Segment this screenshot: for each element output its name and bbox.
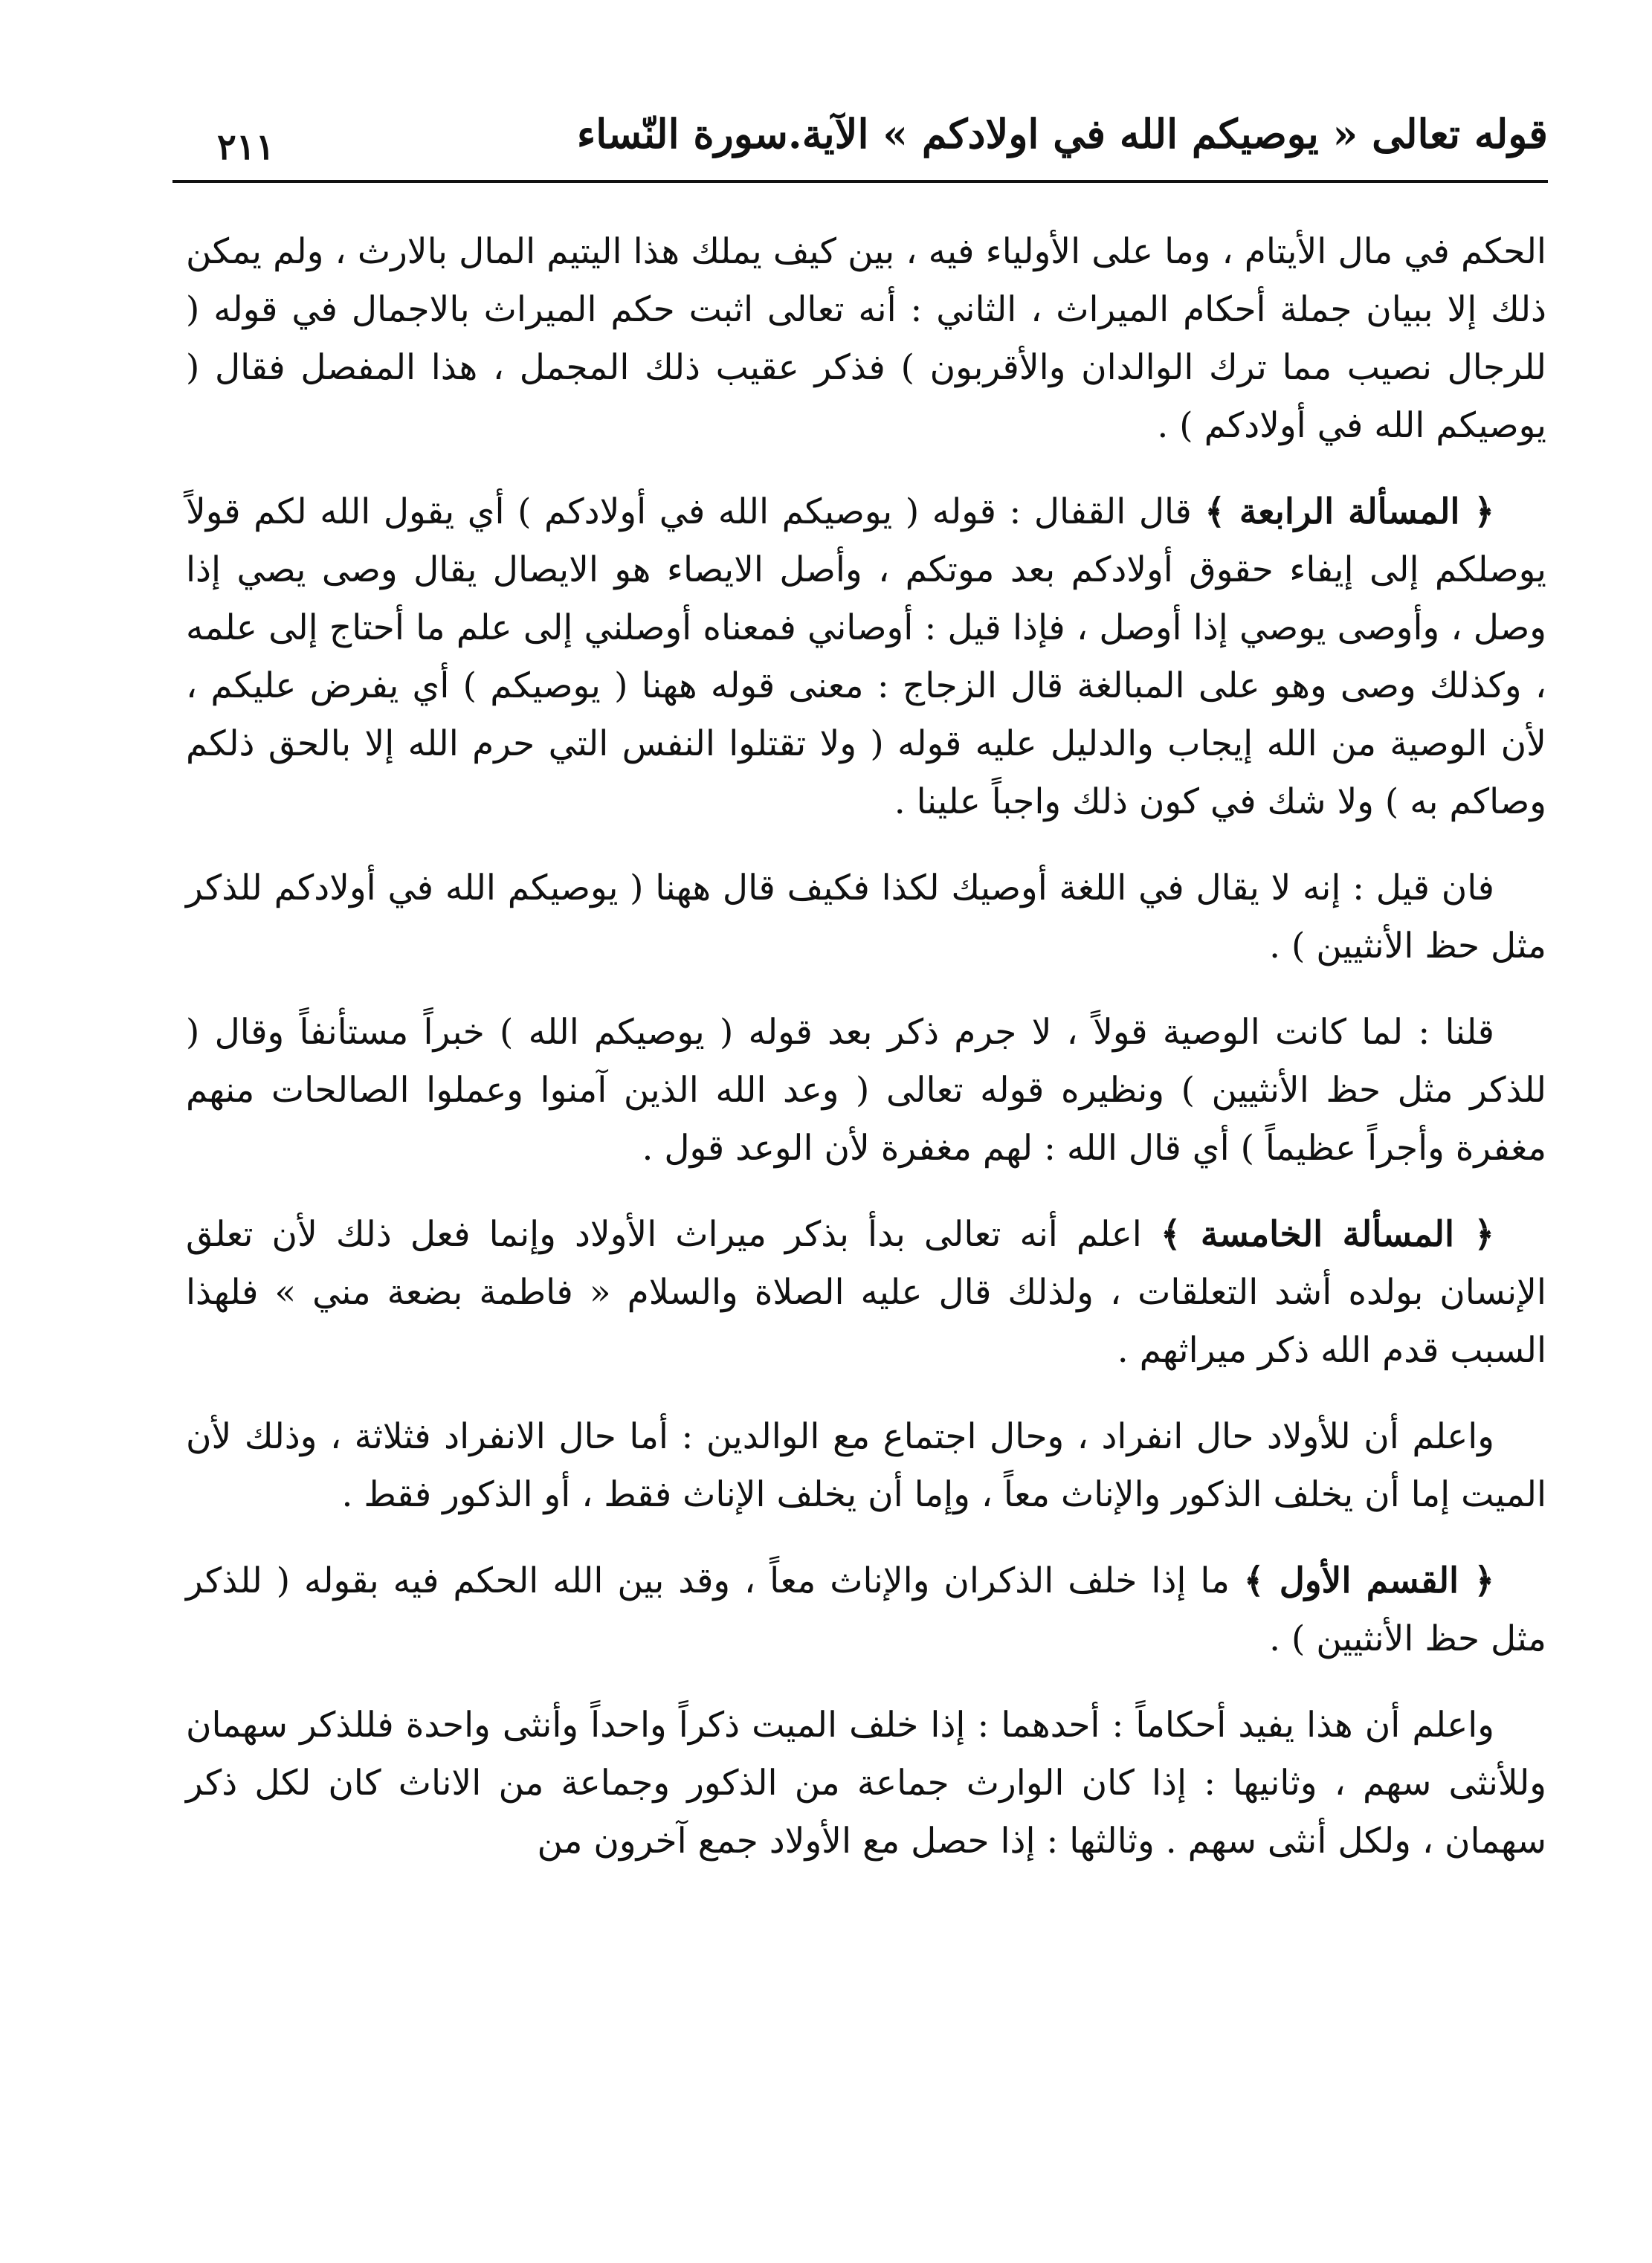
paragraph [186, 1004, 1546, 1178]
paragraph-text: قلنا : لما كانت الوصية قولاً ، لا جرم ذكر بعد قوله ( يوصيكم الله ) خبراً مستأنفاً وقال ( للذكر مثل حظ الأنثيين ) ونظيره قوله تعالى ( وعد الله الذين آمنوا وعملوا الصالحات منهم مغفرة وأجراً عظيماً ) أي قال الله : لهم مغفرة لأن الوعد قول . [186, 1012, 1546, 1169]
header-rule [172, 180, 1548, 183]
running-header [172, 104, 1548, 178]
page-number: ٢١١ [217, 126, 275, 168]
paragraph [186, 1206, 1546, 1380]
header-title: قوله تعالى « يوصيكم الله في اولادكم » الآية.سورة النّساء [576, 110, 1548, 158]
paragraph [186, 859, 1546, 975]
paragraph-text: اعلم أنه تعالى بدأ بذكر ميراث الأولاد وإنما فعل ذلك لأن تعلق الإنسان بولده أشد التعلقات ، ولذلك قال عليه الصلاة والسلام « فاطمة بضعة مني » فلهذا السبب قدم الله ذكر ميراثهم . [186, 1214, 1546, 1371]
paragraph-text: واعلم أن للأولاد حال انفراد ، وحال اجتماع مع الوالدين : أما حال الانفراد فثلاثة ، وذلك لأن الميت إما أن يخلف الذكور والإناث معاً ، وإما أن يخلف الإناث فقط ، أو الذكور فقط . [186, 1416, 1546, 1515]
paragraph [186, 1552, 1546, 1668]
paragraph [186, 1697, 1546, 1870]
section-heading: ﴿ المسألة الخامسة ﴾ [1160, 1214, 1495, 1255]
section-heading: ﴿ القسم الأول ﴾ [1243, 1560, 1494, 1601]
paragraph [186, 483, 1546, 831]
paragraph-text: فان قيل : إنه لا يقال في اللغة أوصيك لكذا فكيف قال ههنا ( يوصيكم الله في أولادكم للذكر مثل حظ الأنثيين ) . [186, 868, 1546, 966]
paragraph-text: ما إذا خلف الذكران والإناث معاً ، وقد بين الله الحكم فيه بقوله ( للذكر مثل حظ الأنثيين ) . [186, 1560, 1546, 1659]
paragraph-text: الحكم في مال الأيتام ، وما على الأولياء فيه ، بين كيف يملك هذا اليتيم المال بالارث ، ولم يمكن ذلك إلا ببيان جملة أحكام الميراث ، الثاني : أنه تعالى اثبت حكم الميراث بالاجمال في قوله ( للرجال نصيب مما ترك الوالدان والأقربون ) فذكر عقيب ذلك المجمل ، هذا المفصل فقال ( يوصيكم الله في أولادكم ) . [186, 231, 1546, 446]
paragraph-text: قال القفال : قوله ( يوصيكم الله في أولادكم ) أي يقول الله لكم قولاً يوصلكم إلى إيفاء حقوق أولادكم بعد موتكم ، وأصل الايصاء هو الايصال يقال وصى يصي إذا وصل ، وأوصى يوصي إذا أوصل ، فإذا قيل : أوصاني فمعناه أوصلني إلى علم ما أحتاج إلى علمه ، وكذلك وصى وهو على المبالغة قال الزجاج : معنى قوله ههنا ( يوصيكم ) أي يفرض عليكم ، لأن الوصية من الله إيجاب والدليل عليه قوله ( ولا تقتلوا النفس التي حرم الله إلا بالحق ذلكم وصاكم به ) ولا شك في كون ذلك واجباً علينا . [186, 491, 1546, 822]
body-text [186, 223, 1546, 1899]
paragraph [186, 1408, 1546, 1524]
section-heading: ﴿ المسألة الرابعة ﴾ [1204, 491, 1494, 532]
paragraph [186, 223, 1546, 455]
paragraph-text: واعلم أن هذا يفيد أحكاماً : أحدهما : إذا خلف الميت ذكراً واحداً وأنثى واحدة فللذكر سهمان وللأنثى سهم ، وثانيها : إذا كان الوارث جماعة من الذكور وجماعة من الاناث كان لكل ذكر سهمان ، ولكل أنثى سهم . وثالثها : إذا حصل مع الأولاد جمع آخرون من [186, 1705, 1546, 1862]
